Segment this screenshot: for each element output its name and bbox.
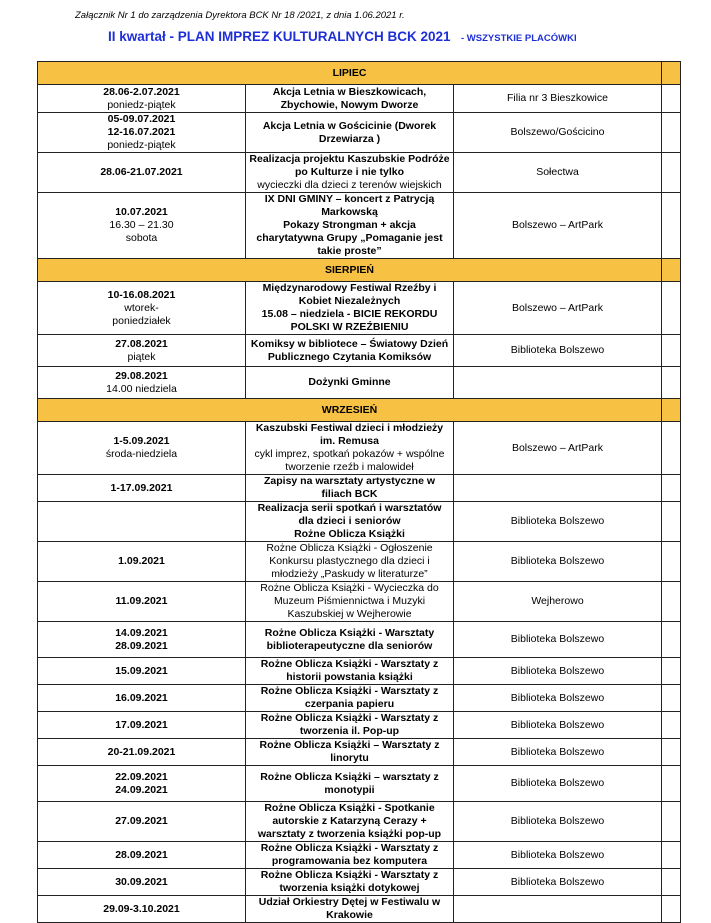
event-description-line: Akcja Letnia w Gościcinie (Dworek Drzewiarza ) xyxy=(262,119,437,145)
event-date-line: 16.09.2021 xyxy=(115,691,168,704)
event-extra-cell xyxy=(662,896,681,923)
month-extra-cell xyxy=(662,259,681,282)
event-description-line: Rożne Oblicza Książki - Warsztaty z tworzenia książki dotykowej xyxy=(260,869,439,894)
event-description-cell xyxy=(246,193,454,259)
event-place-cell xyxy=(454,335,662,367)
event-date-line: 10-16.08.2021 xyxy=(107,288,176,301)
event-date-cell xyxy=(38,658,246,685)
event-date-cell xyxy=(38,766,246,802)
event-row xyxy=(38,685,681,712)
event-extra-cell xyxy=(662,869,681,896)
event-date-line: 28.06-21.07.2021 xyxy=(100,166,183,178)
event-description-line: Rożne Oblicza Książki - Warsztaty z programowania bez komputera xyxy=(260,842,439,867)
event-description-line: Dożynki Gminne xyxy=(308,376,391,388)
event-place-cell xyxy=(454,475,662,502)
event-date-line: 1.09.2021 xyxy=(118,555,165,567)
event-date-cell xyxy=(38,502,246,542)
event-date-line: 05-09.07.2021 xyxy=(107,113,176,125)
event-place-cell xyxy=(454,802,662,842)
event-date-cell xyxy=(38,712,246,739)
event-description-line: wycieczki dla dzieci z terenów wiejskich xyxy=(257,179,442,191)
event-description-line: Akcja Letnia w Bieszkowicach, Zbychowie, Nowym Dworze xyxy=(272,85,427,111)
event-description-cell xyxy=(246,869,454,896)
event-row xyxy=(38,869,681,896)
event-description-line: IX DNI GMINY – koncert z Patrycją Markowską xyxy=(264,193,435,218)
document-subtitle: - WSZYSTKIE PLACÓWKI xyxy=(461,33,577,44)
event-row xyxy=(38,802,681,842)
event-date-cell xyxy=(38,282,246,335)
event-description-cell xyxy=(246,113,454,153)
event-place-cell xyxy=(454,542,662,582)
event-extra-cell xyxy=(662,802,681,842)
event-date-line: piątek xyxy=(127,350,156,363)
event-place-text: Biblioteka Bolszewo xyxy=(510,664,605,677)
event-place-text: Biblioteka Bolszewo xyxy=(510,718,605,731)
event-date-line: sobota xyxy=(125,232,158,244)
event-row xyxy=(38,739,681,766)
event-row xyxy=(38,85,681,113)
event-place-cell xyxy=(454,842,662,869)
event-date-cell xyxy=(38,842,246,869)
event-place-text: Biblioteka Bolszewo xyxy=(510,555,605,567)
event-description-line: Realizacja serii spotkań i warsztatów dla dzieci i seniorów xyxy=(257,502,442,527)
event-row xyxy=(38,193,681,259)
event-date-cell xyxy=(38,869,246,896)
event-row xyxy=(38,658,681,685)
event-description-line: Rożne Oblicza Książki - Ogłoszenie Konkursu plastycznego dla dzieci i młodzieży „Paskudy w literaturze” xyxy=(266,542,433,580)
event-description-cell xyxy=(246,685,454,712)
event-date-line: 22.09.2021 xyxy=(115,770,168,783)
event-description-cell xyxy=(246,282,454,335)
event-place-text: Wejherowo xyxy=(531,595,584,607)
event-extra-cell xyxy=(662,712,681,739)
event-place-text: Bolszewo – ArtPark xyxy=(511,301,604,314)
month-header-row xyxy=(38,399,681,422)
event-extra-cell xyxy=(662,685,681,712)
event-date-cell xyxy=(38,475,246,502)
event-description-line: Pokazy Strongman + akcja charytatywna Grupy „Pomaganie jest takie proste” xyxy=(256,219,443,257)
event-date-cell xyxy=(38,622,246,658)
event-extra-cell xyxy=(662,582,681,622)
event-place-text: Sołectwa xyxy=(536,166,579,178)
event-description-cell xyxy=(246,842,454,869)
event-place-text: Bolszewo – ArtPark xyxy=(511,219,604,231)
event-date-line: poniedz-piątek xyxy=(107,98,176,111)
event-description-cell xyxy=(246,85,454,113)
event-place-cell xyxy=(454,869,662,896)
event-date-line: 14.09.2021 xyxy=(115,626,168,639)
event-place-cell xyxy=(454,282,662,335)
event-date-line: środa-niedziela xyxy=(105,448,178,460)
event-row xyxy=(38,712,681,739)
event-place-cell xyxy=(454,658,662,685)
event-date-cell xyxy=(38,193,246,259)
event-description-line: Rożne Oblicza Książki - Warsztaty biblioterapeutyczne dla seniorów xyxy=(264,626,435,652)
event-extra-cell xyxy=(662,113,681,153)
event-date-line: 11.09.2021 xyxy=(115,595,168,607)
event-date-line: 1-5.09.2021 xyxy=(113,435,170,447)
event-row xyxy=(38,113,681,153)
event-extra-cell xyxy=(662,153,681,193)
event-row xyxy=(38,422,681,475)
event-extra-cell xyxy=(662,658,681,685)
event-date-cell xyxy=(38,422,246,475)
event-description-cell xyxy=(246,502,454,542)
event-place-text: Biblioteka Bolszewo xyxy=(510,777,605,789)
month-header-row xyxy=(38,62,681,85)
month-extra-cell xyxy=(662,399,681,422)
event-description-cell xyxy=(246,622,454,658)
event-place-text: Biblioteka Bolszewo xyxy=(510,633,605,645)
event-place-text: Biblioteka Bolszewo xyxy=(510,515,605,527)
event-date-line: wtorek- xyxy=(124,301,159,314)
event-description-line: Kaszubski Festiwal dzieci i młodzieży im. Remusa xyxy=(255,422,444,447)
document-heading xyxy=(108,28,577,46)
event-description-line: Rożne Oblicza Książki – warsztaty z monotypii xyxy=(260,770,439,796)
event-place-cell xyxy=(454,766,662,802)
event-date-line: 27.08.2021 xyxy=(115,337,168,350)
event-place-text: Filia nr 3 Bieszkowice xyxy=(507,92,608,104)
event-date-cell xyxy=(38,113,246,153)
event-description-cell xyxy=(246,542,454,582)
event-date-line: 28.09.2021 xyxy=(115,639,168,652)
event-date-cell xyxy=(38,802,246,842)
event-place-text: Biblioteka Bolszewo xyxy=(510,848,605,861)
event-description-line: Rożne Oblicza Książki - Wycieczka do Muzeum Piśmiennictwa i Muzyki Kaszubskiej w Wejherowie xyxy=(260,582,439,620)
event-description-line: Rożne Oblicza Książki xyxy=(294,528,405,540)
event-description-cell xyxy=(246,802,454,842)
event-place-text: Biblioteka Bolszewo xyxy=(510,745,605,758)
event-extra-cell xyxy=(662,85,681,113)
event-extra-cell xyxy=(662,335,681,367)
event-date-line: 29.08.2021 xyxy=(115,369,168,382)
event-date-cell xyxy=(38,582,246,622)
event-date-line: 1-17.09.2021 xyxy=(110,481,173,494)
event-row xyxy=(38,766,681,802)
event-place-cell xyxy=(454,685,662,712)
event-date-cell xyxy=(38,153,246,193)
event-place-cell xyxy=(454,896,662,923)
event-extra-cell xyxy=(662,766,681,802)
event-description-cell xyxy=(246,658,454,685)
events-table xyxy=(37,61,681,923)
attachment-note: Załącznik Nr 1 do zarządzenia Dyrektora BCK Nr 18 /2021, z dnia 1.06.2021 r. xyxy=(75,10,405,21)
event-row xyxy=(38,282,681,335)
month-header-row xyxy=(38,259,681,282)
event-date-line: 10.07.2021 xyxy=(115,206,168,218)
event-place-cell xyxy=(454,712,662,739)
event-date-line: 24.09.2021 xyxy=(115,783,168,796)
event-description-line: Rożne Oblicza Książki – Warsztaty z linorytu xyxy=(259,739,440,764)
event-description-cell xyxy=(246,367,454,399)
event-place-cell xyxy=(454,739,662,766)
event-date-line: 17.09.2021 xyxy=(115,718,168,731)
event-date-cell xyxy=(38,367,246,399)
event-date-line: poniedz-piątek xyxy=(107,139,176,151)
event-description-line: Rożne Oblicza Książki - Warsztaty z czerpania papieru xyxy=(260,685,439,710)
event-place-text: Bolszewo/Gościcino xyxy=(510,126,605,138)
event-place-cell xyxy=(454,622,662,658)
event-row xyxy=(38,475,681,502)
event-date-line: 16.30 – 21.30 xyxy=(109,219,174,231)
event-extra-cell xyxy=(662,422,681,475)
event-extra-cell xyxy=(662,739,681,766)
event-row xyxy=(38,542,681,582)
event-row xyxy=(38,622,681,658)
event-description-line: Realizacja projektu Kaszubskie Podróże po Kulturze i nie tylko xyxy=(249,153,450,178)
event-description-cell xyxy=(246,582,454,622)
event-description-line: Zapisy na warsztaty artystyczne w filiach BCK xyxy=(264,475,435,500)
event-date-cell xyxy=(38,335,246,367)
event-description-line: Rożne Oblicza Książki - Warsztaty z tworzenia il. Pop-up xyxy=(260,712,439,737)
event-place-cell xyxy=(454,113,662,153)
event-date-cell xyxy=(38,896,246,923)
event-extra-cell xyxy=(662,282,681,335)
event-place-cell xyxy=(454,367,662,399)
month-extra-cell xyxy=(662,62,681,85)
event-extra-cell xyxy=(662,542,681,582)
event-date-line: 12-16.07.2021 xyxy=(107,126,176,138)
event-date-line: 27.09.2021 xyxy=(115,815,168,827)
event-place-cell xyxy=(454,502,662,542)
event-date-line: 29.09-3.10.2021 xyxy=(103,902,180,915)
event-place-text: Biblioteka Bolszewo xyxy=(510,691,605,704)
event-description-cell xyxy=(246,335,454,367)
event-description-line: cykl imprez, spotkań pokazów + wspólne tworzenie rzeźb i malowideł xyxy=(254,448,445,473)
event-extra-cell xyxy=(662,502,681,542)
event-extra-cell xyxy=(662,842,681,869)
event-extra-cell xyxy=(662,475,681,502)
event-date-cell xyxy=(38,85,246,113)
event-place-cell xyxy=(454,85,662,113)
event-place-text: Biblioteka Bolszewo xyxy=(510,875,605,888)
event-row xyxy=(38,153,681,193)
event-date-line: poniedziałek xyxy=(112,314,171,327)
event-description-cell xyxy=(246,475,454,502)
event-place-text: Biblioteka Bolszewo xyxy=(510,344,605,356)
event-description-line: Rożne Oblicza Książki - Spotkanie autorskie z Katarzyną Cerazy + warsztaty z tworzenia książki pop-up xyxy=(257,802,442,840)
month-label: WRZESIEŃ xyxy=(38,399,662,422)
event-description-cell xyxy=(246,766,454,802)
event-date-line: 15.09.2021 xyxy=(115,664,168,677)
event-description-cell xyxy=(246,896,454,923)
event-row xyxy=(38,582,681,622)
event-extra-cell xyxy=(662,367,681,399)
event-description-line: 15.08 – niedziela - BICIE REKORDU POLSKI W RZEŹBIENIU xyxy=(261,308,438,333)
event-date-cell xyxy=(38,542,246,582)
event-row xyxy=(38,335,681,367)
event-place-cell xyxy=(454,422,662,475)
event-date-cell xyxy=(38,739,246,766)
event-date-line: 20-21.09.2021 xyxy=(107,745,176,758)
event-extra-cell xyxy=(662,622,681,658)
event-description-cell xyxy=(246,739,454,766)
event-date-line: 14.00 niedziela xyxy=(106,382,177,395)
event-place-text: Bolszewo – ArtPark xyxy=(511,441,604,454)
month-label: LIPIEC xyxy=(38,62,662,85)
event-description-cell xyxy=(246,153,454,193)
event-place-cell xyxy=(454,193,662,259)
event-extra-cell xyxy=(662,193,681,259)
event-place-cell xyxy=(454,582,662,622)
event-row xyxy=(38,896,681,923)
event-description-cell xyxy=(246,712,454,739)
event-date-cell xyxy=(38,685,246,712)
event-description-cell xyxy=(246,422,454,475)
event-date-line: 28.06-2.07.2021 xyxy=(103,85,180,98)
event-row xyxy=(38,367,681,399)
event-description-line: Udział Orkiestry Dętej w Festiwalu w Krakowie xyxy=(258,896,441,921)
event-description-line: Rożne Oblicza Książki - Warsztaty z historii powstania książki xyxy=(260,658,439,683)
document-title: II kwartał - PLAN IMPREZ KULTURALNYCH BCK 2021 xyxy=(108,29,451,44)
event-date-line: 28.09.2021 xyxy=(115,848,168,861)
event-row xyxy=(38,842,681,869)
event-description-line: Międzynarodowy Festiwal Rzeźby i Kobiet Niezależnych xyxy=(262,282,437,307)
event-date-line: 30.09.2021 xyxy=(115,875,168,888)
event-row xyxy=(38,502,681,542)
event-place-text: Biblioteka Bolszewo xyxy=(510,815,605,827)
event-description-line: Komiksy w bibliotece – Światowy Dzień Publicznego Czytania Komiksów xyxy=(250,337,449,363)
event-place-cell xyxy=(454,153,662,193)
month-label: SIERPIEŃ xyxy=(38,259,662,282)
